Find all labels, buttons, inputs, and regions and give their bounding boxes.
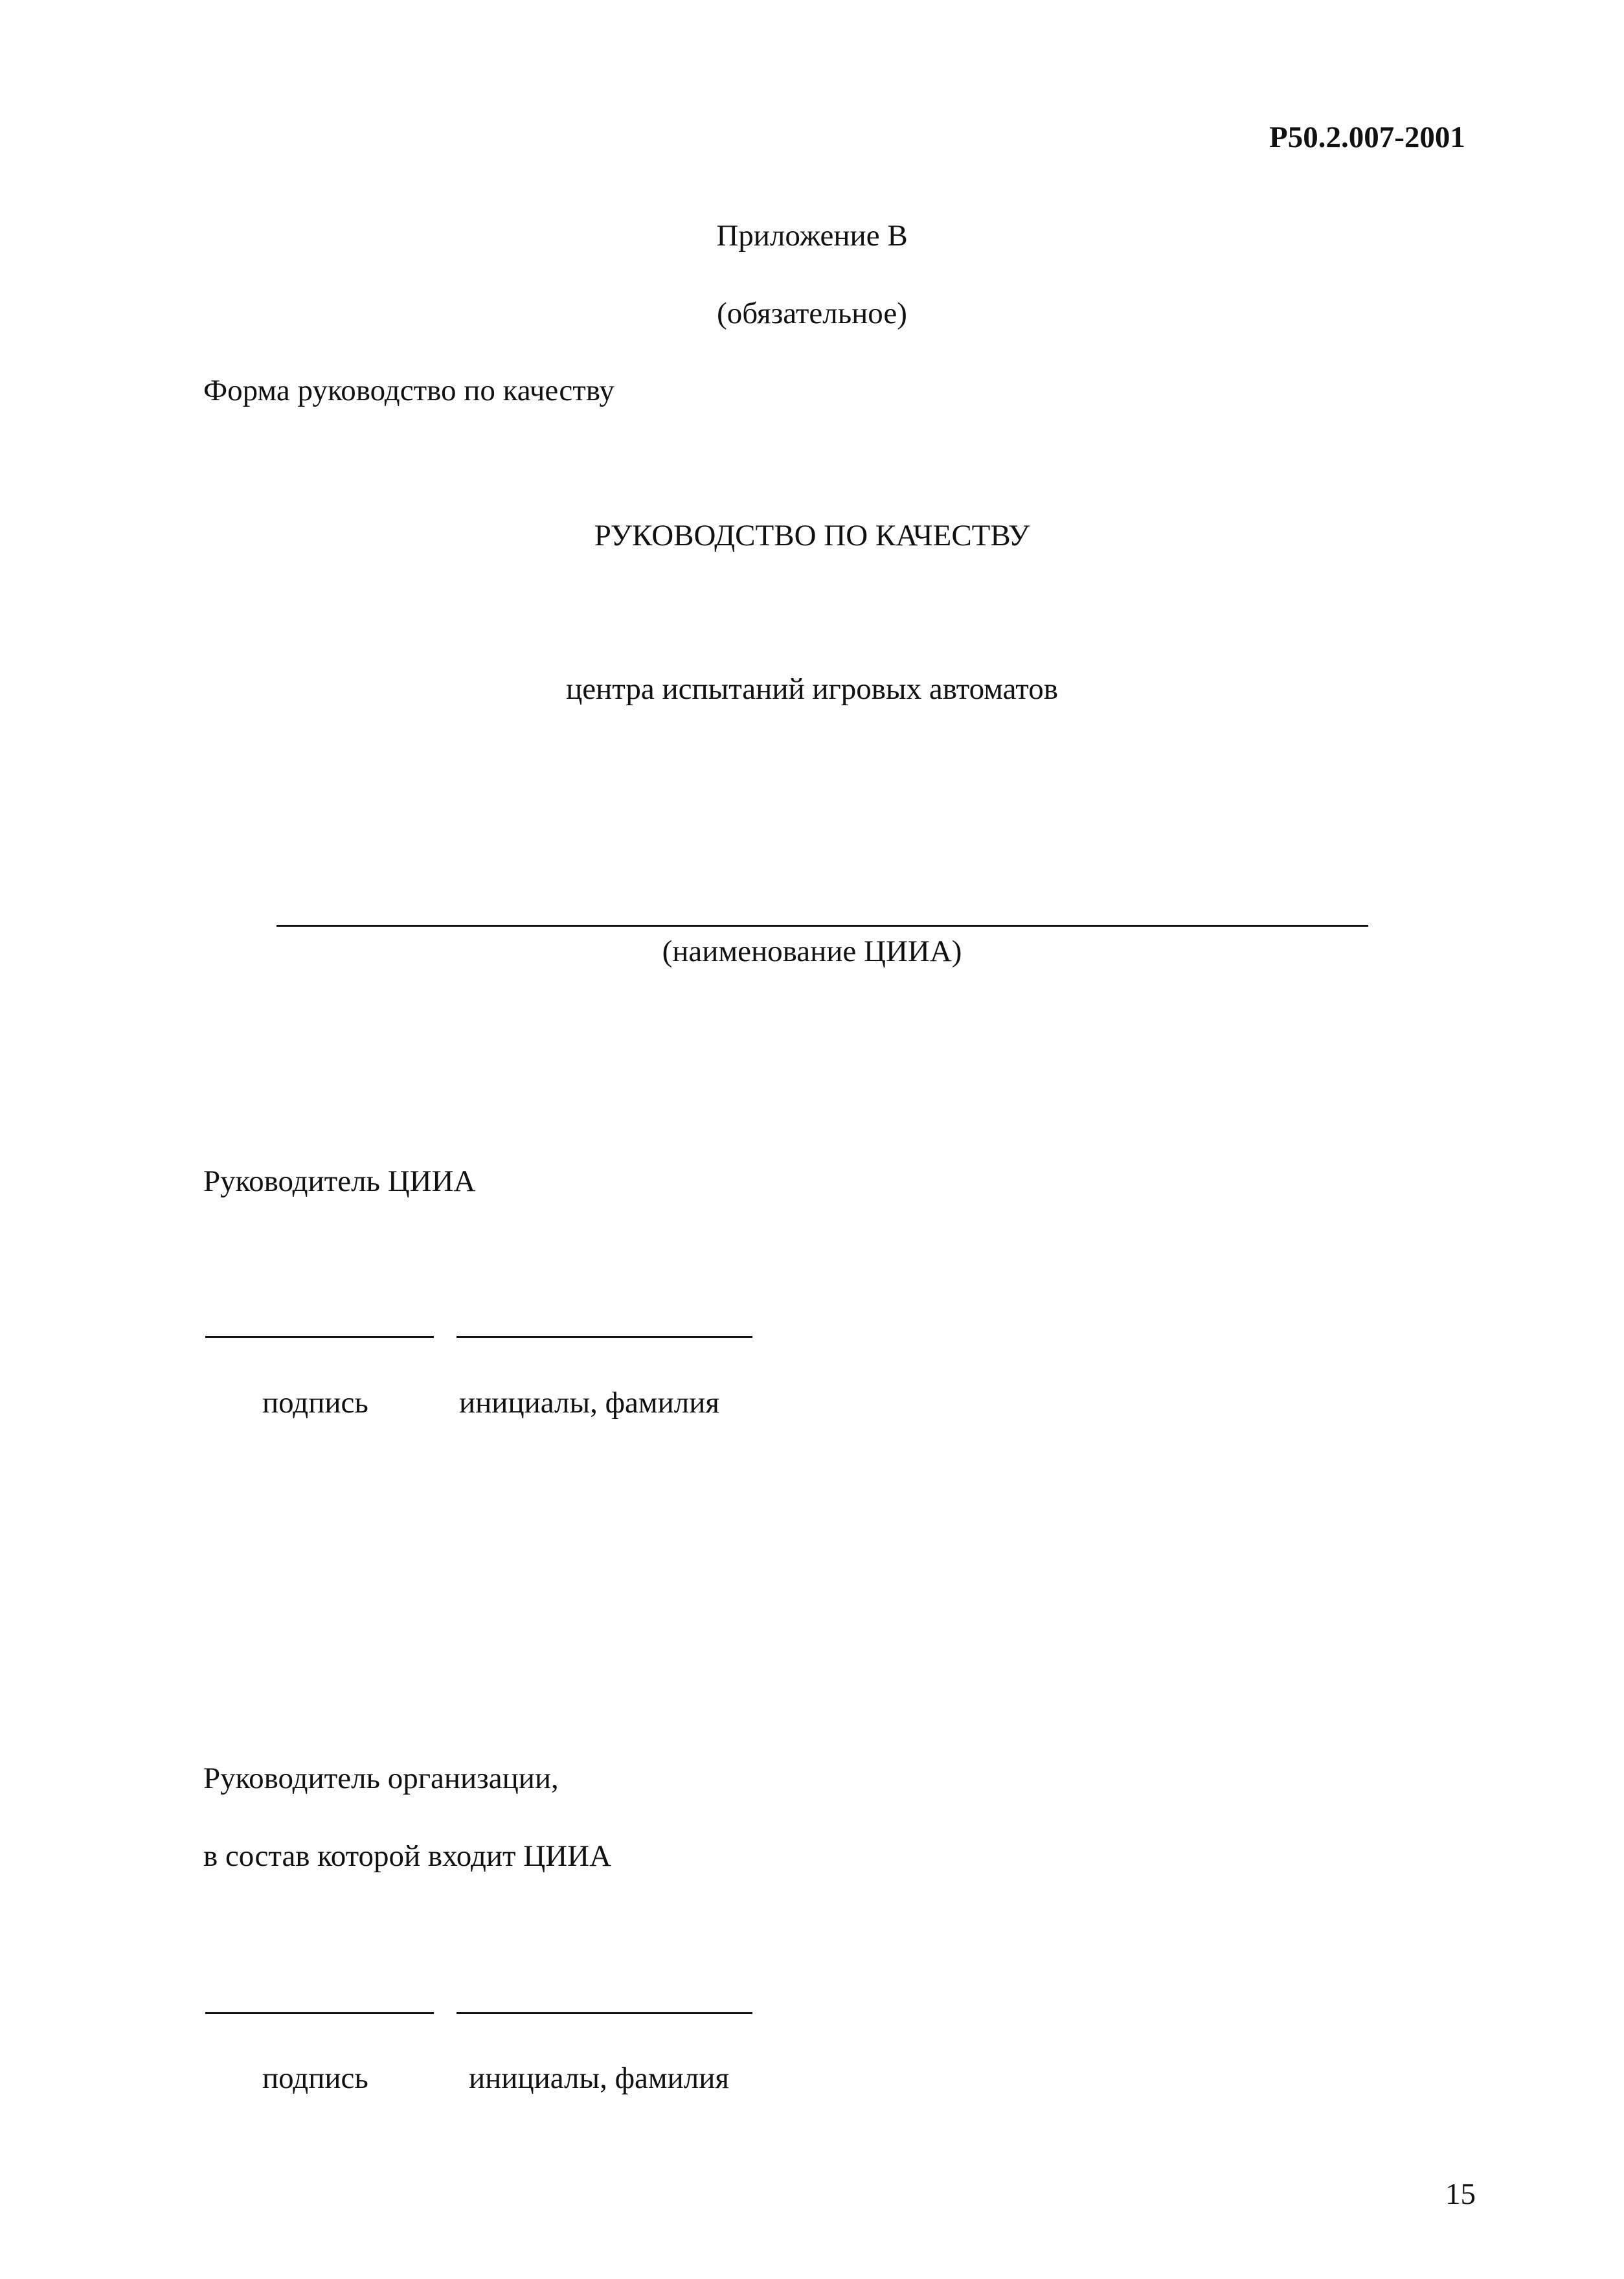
head-signature-caption: подпись: [262, 1386, 368, 1420]
form-caption: Форма руководство по качеству: [203, 374, 615, 407]
org-head-signature-caption: подпись: [262, 2061, 368, 2095]
appendix-title: Приложение В: [716, 219, 908, 253]
org-head-signature-line: [205, 2012, 434, 2014]
org-head-name-caption: инициалы, фамилия: [469, 2061, 730, 2095]
appendix-status: (обязательное): [717, 297, 907, 330]
org-head-name-line: [457, 2012, 752, 2014]
name-field-caption: (наименование ЦИИА): [662, 935, 962, 968]
page-number: 15: [1445, 2177, 1476, 2211]
org-head-role-line1: Руководитель организации,: [203, 1762, 559, 1795]
subtitle: центра испытаний игровых автоматов: [566, 672, 1058, 706]
head-name-caption: инициалы, фамилия: [459, 1386, 720, 1420]
organization-name-line: [276, 925, 1368, 927]
org-head-role-line2: в состав которой входит ЦИИА: [203, 1839, 612, 1873]
main-title: РУКОВОДСТВО ПО КАЧЕСТВУ: [594, 519, 1030, 552]
head-name-line: [457, 1336, 752, 1338]
document-code: Р50.2.007-2001: [1269, 120, 1465, 154]
head-role-label: Руководитель ЦИИА: [203, 1164, 476, 1198]
head-signature-line: [205, 1336, 434, 1338]
